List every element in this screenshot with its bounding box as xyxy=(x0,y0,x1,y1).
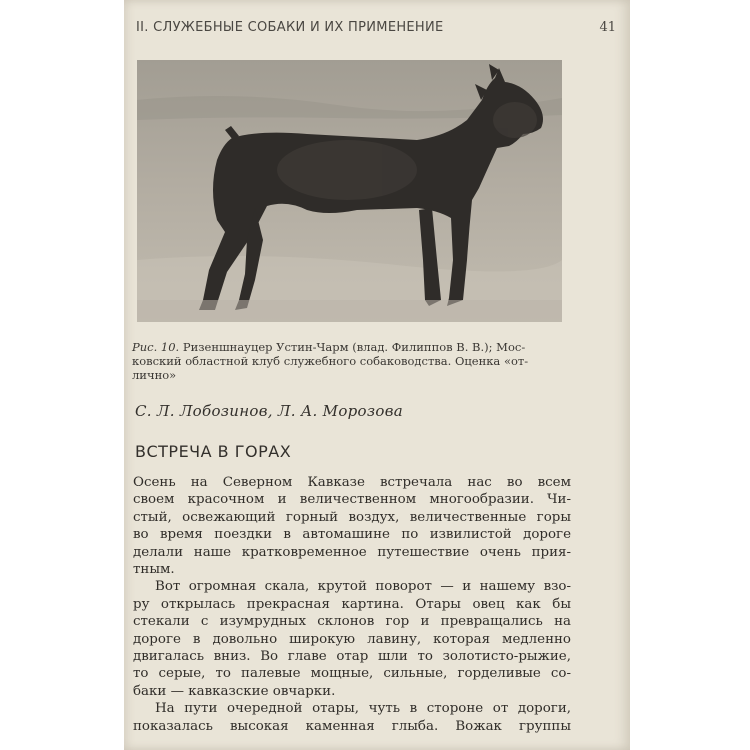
figure-caption xyxy=(132,340,562,382)
caption-line: ковский областной клуб служебного собаководства. Оценка «от- xyxy=(132,354,529,368)
caption-line: Ризеншнауцер Устин-Чарм (влад. Филиппов В. В.); Мос- xyxy=(179,340,526,354)
text-line: стекали с изумрудных склонов гор и превращались на xyxy=(133,614,571,630)
caption-line: лично» xyxy=(132,368,177,382)
text-line: На пути очередной отары, чуть в стороне от дороги, xyxy=(155,701,571,717)
text-line: ру открылась прекрасная картина. Отары овец как бы xyxy=(133,596,571,612)
article-authors: С. Л. Лобозинов, Л. А. Морозова xyxy=(135,402,403,420)
dog-photo xyxy=(137,60,562,322)
article-title: ВСТРЕЧА В ГОРАХ xyxy=(135,442,292,461)
text-line: баки — кавказские овчарки. xyxy=(133,683,336,699)
running-header xyxy=(136,20,616,40)
text-line: во время поездки в автомашине по извилистой дороге xyxy=(133,527,571,543)
section-title: II. СЛУЖЕБНЫЕ СОБАКИ И ИХ ПРИМЕНЕНИЕ xyxy=(136,20,444,35)
text-line: показалась высокая каменная глыба. Вожак группы xyxy=(133,718,571,734)
article-body xyxy=(133,474,571,735)
text-line: Осень на Северном Кавказе встречала нас во всем xyxy=(133,475,571,490)
caption-label: Рис. 10. xyxy=(132,340,180,354)
book-page xyxy=(124,0,630,750)
text-line: своем красочном и величественном многообразии. Чи- xyxy=(133,492,571,508)
text-line: двигалась вниз. Во главе отар шли то золотисто-рыжие, xyxy=(133,649,571,665)
text-line: тным. xyxy=(133,562,175,578)
page-number: 41 xyxy=(599,20,616,35)
text-line: то серые, то палевые мощные, сильные, горделивые со- xyxy=(133,666,571,682)
text-line: делали наше кратковременное путешествие очень прия- xyxy=(133,544,571,560)
text-line: стый, освежающий горный воздух, величественные горы xyxy=(133,509,571,525)
text-line: дороге в довольно широкую лавину, которая медленно xyxy=(133,631,571,647)
text-line: Вот огромная скала, крутой поворот — и нашему взо- xyxy=(155,579,571,595)
dog-illustration xyxy=(137,60,562,322)
